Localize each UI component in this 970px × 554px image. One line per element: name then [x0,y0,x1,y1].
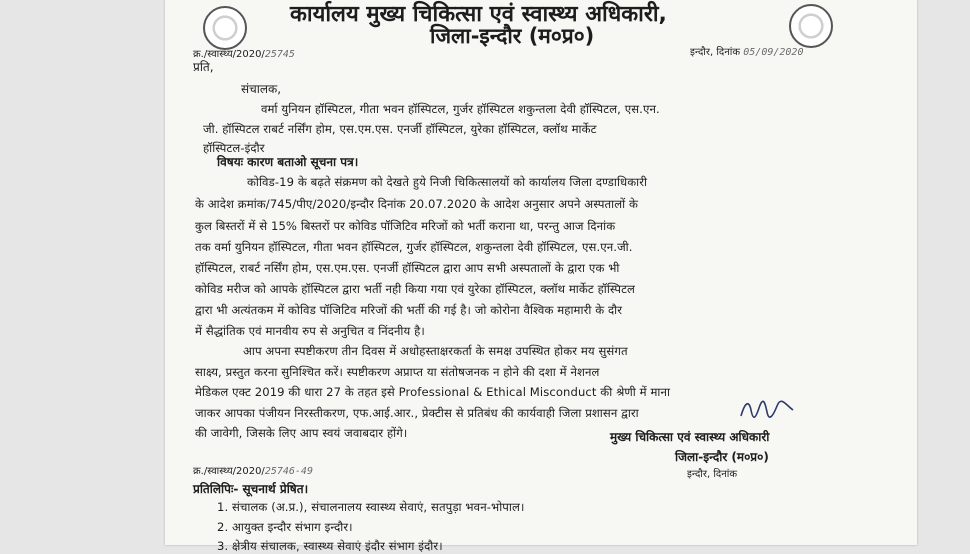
paragraph-line: की जावेगी, जिसके लिए आप स्वयं जवाबदार होंगे। [195,426,408,440]
prati-label: प्रति, [193,60,214,74]
copy-to-item: 3. क्षेत्रीय संचालक, स्वास्थ्य सेवाएं इंदौर संभाग इंदौर। [217,539,443,553]
emblem-left-icon [203,6,247,50]
handwritten-signature [737,398,797,422]
subject-line: विषयः कारण बताओ सूचना पत्र। [217,155,359,169]
paragraph-line: मेडिकल एक्ट 2019 की धारा 27 के तहत इसे Professional & Ethical Misconduct की श्रेणी में माना [195,385,671,399]
document-page [165,0,917,553]
office-title: कार्यालय मुख्य चिकित्सा एवं स्वास्थ्य अधिकारी, [290,2,667,27]
copy-to-item: 2. आयुक्त इन्दौर संभाग इन्दौर। [217,520,353,534]
paragraph-line: तक वर्मा युनियन हॉस्पिटल, गीता भवन हॉस्पिटल, गुर्जर हॉस्पिटल, शकुन्तला देवी हॉस्पिटल, एस.एन.जी. [195,240,633,254]
paragraph-line: में सैद्धांतिक एवं मानवीय रुप से अनुचित व निंदनीय है। [195,324,425,338]
paragraph-line: कोविड-19 के बढ़ते संक्रमण को देखते हुये निजी चिकित्सालयों को कार्यालय जिला दण्डाधिकारी [247,175,648,189]
place-date-top: इन्दौर, दिनांक 05/09/2020 [690,47,804,58]
paragraph-line: कुल बिस्तरों में से 15% बिस्तरों पर कोविड पॉजिटिव मरिजों को भर्ती कराना था, परन्तु आज दिनांक [195,219,616,233]
ref-number-top: क्र./स्वास्थ्य/2020/25745 [193,49,295,60]
paragraph-line: आप अपना स्पष्टीकरण तीन दिवस में अधोहस्ताक्षरकर्ता के समक्ष उपस्थित होकर मय सुसंगत [243,344,628,358]
recipient-line: जी. हॉस्पिटल राबर्ट नर्सिंग होम, एस.एम.एस. एनर्जी हॉस्पिटल, युरेका हॉस्पिटल, क्लॉथ मार्केट [203,122,597,136]
recipient-line: हॉस्पिटल-इंदौर [203,141,265,155]
paragraph-line: कोविड मरीज को आपके हॉस्पिटल द्वारा भर्ती नही किया गया एवं युरेका हॉस्पिटल, क्लॉथ मार्केट हॉस्पिटल [195,282,635,296]
paragraph-line: जाकर आपका पंजीयन निरस्तीकरण, एफ.आई.आर., प्रेक्टीस से प्रतिबंध की कार्यवाही जिला प्रशासन द्वारा [195,406,639,420]
office-district: जिला-इन्दौर (म०प्र०) [430,24,595,48]
copy-to-item: 1. संचालक (अ.प्र.), संचालनालय स्वास्थ्य सेवाएं, सतपुड़ा भवन-भोपाल। [217,500,525,514]
recipient-title: संचालक, [241,82,282,96]
copy-to-heading: प्रतिलिपिः- सूचनार्थ प्रेषित। [193,482,309,496]
paragraph-line: द्वारा भी अत्यंतकम में कोविड पॉजिटिव मरिजों की भर्ती की गई है। जो कोरोना वैश्विक महामारी के दौर [195,303,623,317]
paragraph-line: साक्ष्य, प्रस्तुत करना सुनिश्चित करें। स्पष्टीकरण अप्राप्त या संतोषजनक न होने की दशा में नेशनल [195,365,600,379]
place-date-bottom: इन्दौर, दिनांक [687,469,738,480]
paragraph-line: हॉस्पिटल, राबर्ट नर्सिंग होम, एस.एम.एस. एनर्जी हॉस्पिटल द्वारा आप सभी अस्पतालों के द्वारा एक भी [195,261,620,275]
emblem-right-icon [789,4,833,48]
paragraph-line: के आदेश क्रमांक/745/पीए/2020/इन्दौर दिनांक 20.07.2020 के आदेश अनुसार अपने अस्पतालों के [195,197,638,211]
ref-number-bottom: क्र./स्वास्थ्य/2020/25746-49 [193,466,313,477]
recipient-line: वर्मा युनियन हॉस्पिटल, गीता भवन हॉस्पिटल, गुर्जर हॉस्पिटल शकुन्तला देवी हॉस्पिटल, एस.एन. [261,102,660,116]
signatory-district: जिला-इन्दौर (म०प्र०) [675,450,769,464]
signatory-designation: मुख्य चिकित्सा एवं स्वास्थ्य अधिकारी [610,430,770,444]
